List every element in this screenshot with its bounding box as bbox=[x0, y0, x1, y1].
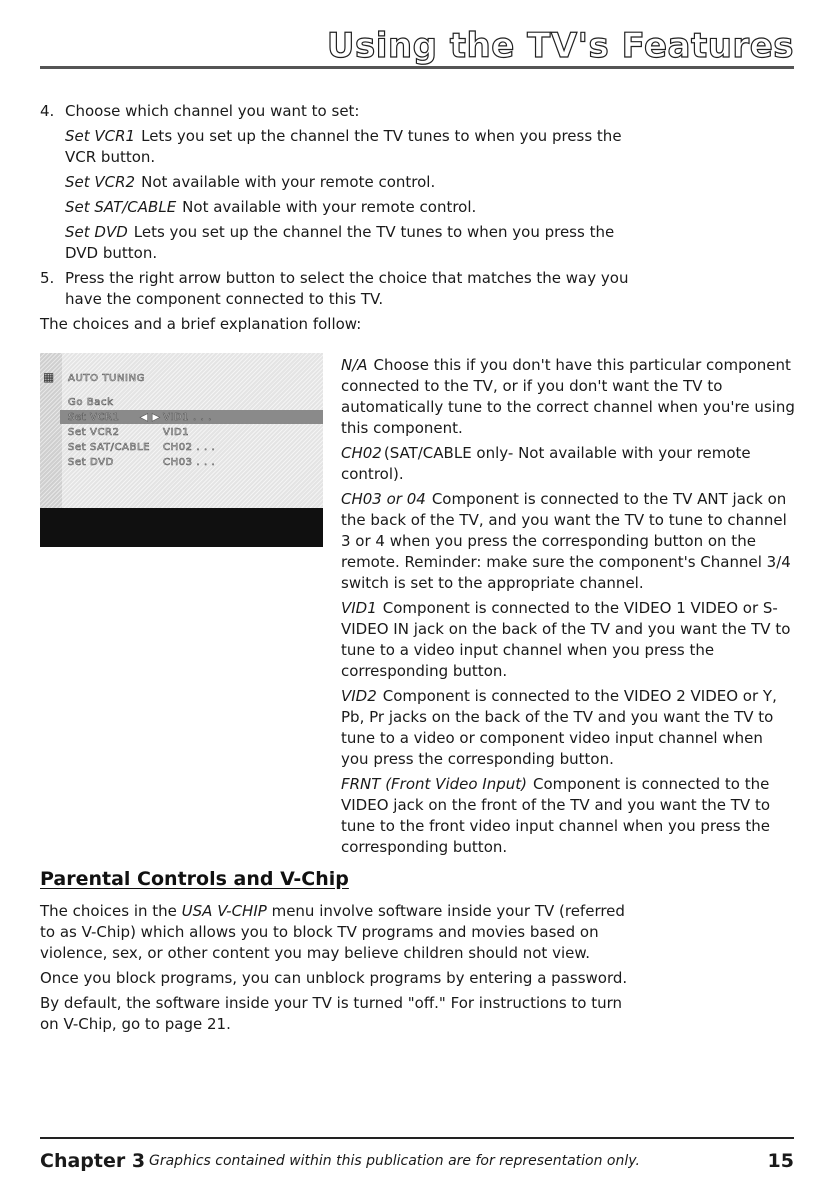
step-4 bbox=[40, 101, 640, 339]
step-text: Choose which channel you want to set: bbox=[65, 102, 360, 120]
choice-text: Component is connected to the VIDEO 2 VIDEO or Y, Pb, Pr jacks on the back of the TV and you want the TV to tune to a video or component video input channel when you press the corresponding button. bbox=[341, 687, 777, 768]
step-number: 4. bbox=[40, 102, 55, 120]
choice-term: CH02 bbox=[341, 444, 382, 462]
parental-text: The choices in the bbox=[40, 902, 177, 920]
parental-body bbox=[40, 901, 640, 1039]
tv-menu-row-value: CH02 . . . bbox=[163, 442, 216, 453]
choice-vid2 bbox=[341, 686, 795, 770]
option-term: Set SAT/CABLE bbox=[65, 198, 177, 216]
option-text: Lets you set up the channel the TV tunes to when you press the VCR button. bbox=[65, 127, 622, 166]
tv-menu-title: AUTO TUNING bbox=[68, 373, 146, 384]
choice-na bbox=[341, 355, 795, 439]
page-header-title: Using the TV's Features bbox=[326, 26, 794, 66]
choices-intro: The choices and a brief explanation follow: bbox=[40, 315, 362, 333]
tv-menu-row-label: Go Back bbox=[68, 397, 114, 408]
section-heading-parental-controls: Parental Controls and V-Chip bbox=[40, 868, 349, 890]
tv-menu-info-bar bbox=[40, 508, 323, 547]
choice-term: FRNT (Front Video Input) bbox=[341, 775, 527, 793]
option-term: Set VCR1 bbox=[65, 127, 136, 145]
option-set-vcr1 bbox=[40, 126, 640, 168]
parental-text: menu involve software inside your TV (referred to as V-Chip) which allows you to block TV programs and movies based on violence, sex, or other content you may believe children should not view. bbox=[40, 902, 625, 962]
footer-divider bbox=[40, 1137, 794, 1139]
parental-paragraph-2: Once you block programs, you can unblock programs by entering a password. bbox=[40, 969, 628, 987]
tv-menu-row-label: Set SAT/CABLE bbox=[68, 442, 151, 453]
tv-menu-arrows: ◀ ▶ bbox=[140, 412, 161, 423]
tv-menu-row-label: Set VCR2 bbox=[68, 427, 120, 438]
choice-term: VID2 bbox=[341, 687, 377, 705]
step-text: Press the right arrow button to select the choice that matches the way you have the component connected to this TV. bbox=[65, 269, 629, 308]
antenna-icon: ▦ bbox=[43, 370, 55, 384]
choice-text: Component is connected to the TV ANT jack on the back of the TV, and you want the TV to tune to channel 3 or 4 when you press the corresponding button on the remote. Reminder: make sure the component's Channel 3/4 switch is set to the appropriate channel. bbox=[341, 490, 791, 592]
choice-term: CH03 or 04 bbox=[341, 490, 426, 508]
option-term: Set VCR2 bbox=[65, 173, 136, 191]
choice-text: Choose this if you don't have this particular component connected to the TV, or if you don't want the TV to automatically tune to the correct channel when you're using this component. bbox=[341, 356, 795, 437]
choice-vid1 bbox=[341, 598, 795, 682]
choices-list bbox=[341, 355, 795, 862]
choice-ch02 bbox=[341, 443, 795, 485]
choice-ch03-04 bbox=[341, 489, 795, 594]
choice-text: (SAT/CABLE only- Not available with your remote control). bbox=[341, 444, 751, 483]
option-text: Lets you set up the channel the TV tunes to when you press the DVD button. bbox=[65, 223, 615, 262]
option-term: Set DVD bbox=[65, 223, 128, 241]
page-number: 15 bbox=[767, 1150, 794, 1172]
footer-chapter: Chapter 3 bbox=[40, 1150, 146, 1172]
tv-menu-row-value: VID1 bbox=[163, 427, 190, 438]
tv-menu-row-label: Set DVD bbox=[68, 457, 114, 468]
header-divider bbox=[40, 66, 794, 69]
usa-vchip-term: USA V-CHIP bbox=[181, 902, 267, 920]
tv-menu-row-value: CH03 . . . bbox=[163, 457, 216, 468]
choice-frnt bbox=[341, 774, 795, 858]
step-number: 5. bbox=[40, 269, 55, 287]
option-set-dvd bbox=[40, 222, 640, 264]
choice-text: Component is connected to the VIDEO 1 VIDEO or S-VIDEO IN jack on the back of the TV and you want the TV to tune to a video input channel when you press the corresponding button. bbox=[341, 599, 791, 680]
tv-menu-row-label: Set VCR1 bbox=[68, 412, 120, 423]
footer-disclaimer: Graphics contained within this publication are for representation only. bbox=[149, 1153, 640, 1169]
choice-term: N/A bbox=[341, 356, 368, 374]
option-set-vcr2 bbox=[40, 172, 640, 193]
option-set-sat-cable bbox=[40, 197, 640, 218]
option-text: Not available with your remote control. bbox=[141, 173, 436, 191]
parental-paragraph-3: By default, the software inside your TV is turned "off." For instructions to turn on V-Chip, go to page 21. bbox=[40, 994, 623, 1033]
parental-paragraph-1 bbox=[40, 901, 640, 964]
choice-term: VID1 bbox=[341, 599, 377, 617]
tv-menu-row-value: VID1 . . . bbox=[163, 412, 212, 423]
option-text: Not available with your remote control. bbox=[182, 198, 477, 216]
choice-text: Component is connected to the VIDEO jack on the front of the TV and you want the TV to tune to the front video input channel when you press the corresponding button. bbox=[341, 775, 771, 856]
